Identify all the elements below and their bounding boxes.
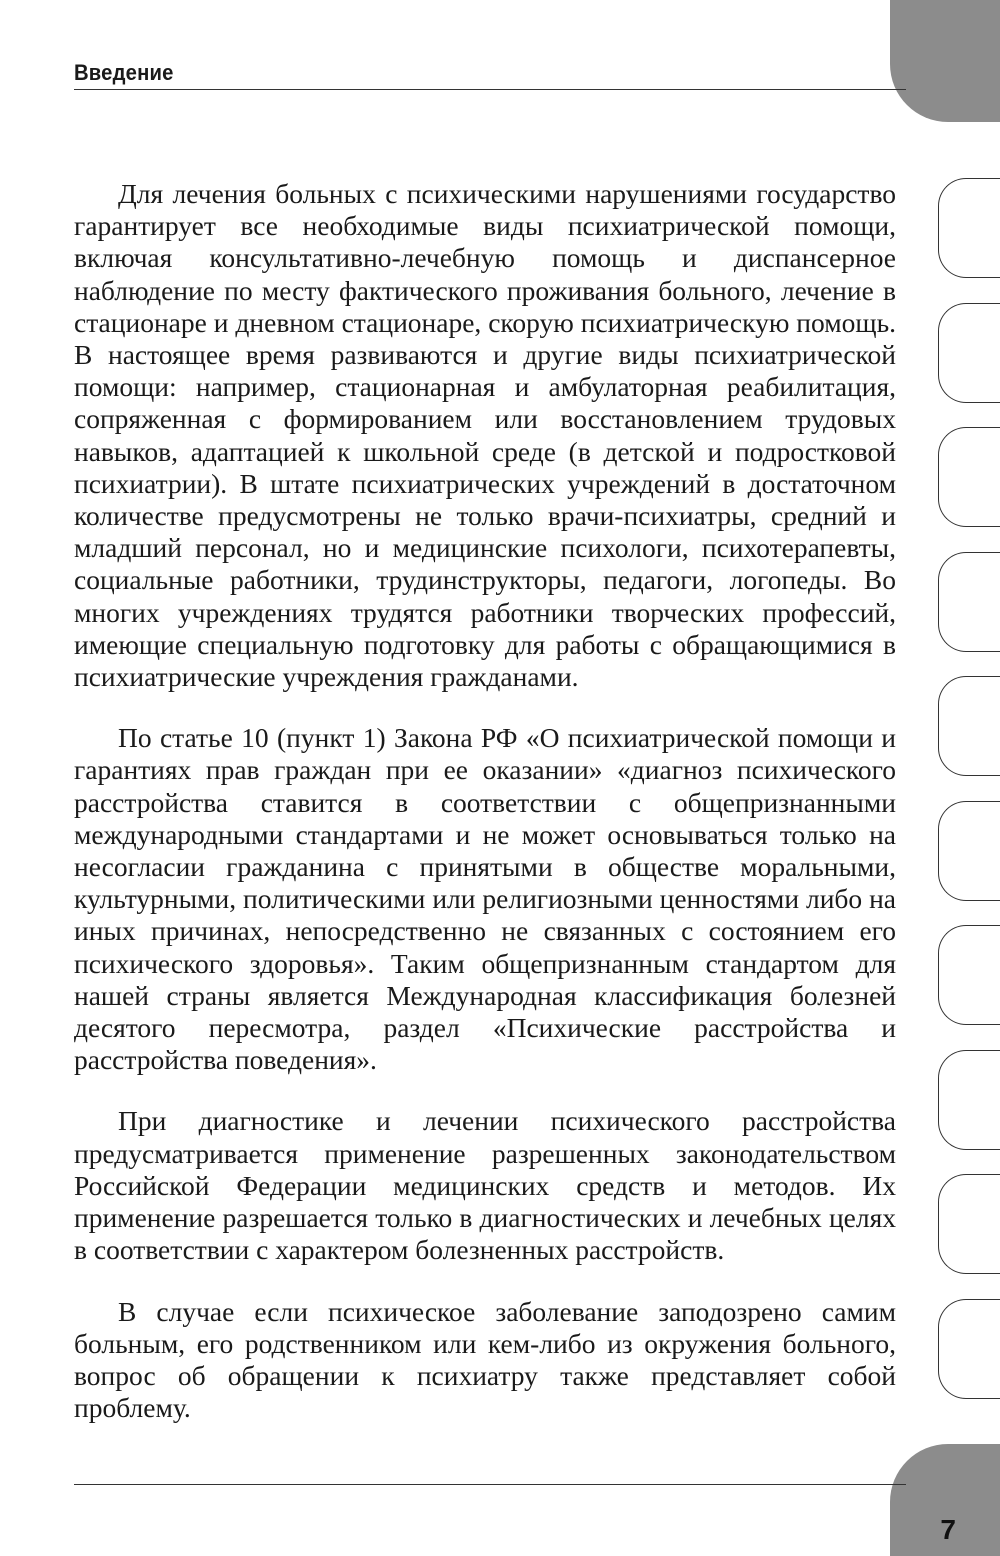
thumb-tab — [938, 1299, 1000, 1399]
thumb-tab — [938, 801, 1000, 901]
paragraph-2: По статье 10 (пункт 1) Закона РФ «О психиатрической помощи и гарантиях прав граждан при ее оказании» «диагноз психического расстройства ставится в соответствии с общепризнанными международными стандартами и не может основываться только на несогласии гражданина с принятыми в обществе моральными, культурными, политическими или религиозными ценностями либо на иных причинах, непосредственно не связанных с состоянием его психического здоровья». Таким общепризнанным стандартом для нашей страны является Международная классификация болезней десятого пересмотра, раздел «Психические расстройства и расстройства поведения». — [74, 722, 896, 1076]
thumb-tab — [938, 427, 1000, 527]
thumb-index-tabs — [938, 178, 1000, 1423]
corner-tab-top — [890, 0, 1000, 122]
thumb-tab — [938, 303, 1000, 403]
paragraph-1: Для лечения больных с психическими нарушениями государство гарантирует все необходимые виды психиатрической помощи, включая консультативно-лечебную помощь и диспансерное наблюдение по месту фактического проживания больного, лечение в стационаре и дневном стационаре, скорую психиатрическую помощь. В настоящее время развиваются и другие виды психиатрической помощи: например, стационарная и амбулаторная реабилитация, сопряженная с формированием или восстановлением трудовых навыков, адаптацией к школьной среде (в детской и подростковой психиатрии). В штате психиатрических учреждений в достаточном количестве предусмотрены не только врачи-психиатры, средний и младший персонал, но и медицинские психологи, психотерапевты, социальные работники, трудинструкторы, педагоги, логопеды. Во многих учреждениях трудятся работники творческих профессий, имеющие специальную подготовку для работы с обращающимися в психиатрические учреждения гражданами. — [74, 178, 896, 693]
header-rule — [74, 89, 906, 90]
footer-rule — [74, 1484, 906, 1485]
thumb-tab — [938, 676, 1000, 776]
body-text — [74, 178, 896, 1453]
paragraph-4: В случае если психическое заболевание заподозрено самим больным, его родственником или кем-либо из окружения больного, вопрос об обращении к психиатру также представляет собой проблему. — [74, 1295, 896, 1424]
page-number: 7 — [940, 1514, 956, 1545]
thumb-tab — [938, 1174, 1000, 1274]
thumb-tab — [938, 1050, 1000, 1150]
thumb-tab — [938, 925, 1000, 1025]
thumb-tab — [938, 178, 1000, 278]
running-header-title: Введение — [74, 60, 174, 85]
paragraph-3: При диагностике и лечении психического расстройства предусматривается применение разрешенных законодательством Российской Федерации медицинских средств и методов. Их применение разрешается только в диагностических и лечебных целях в соответствии с характером болезненных расстройств. — [74, 1105, 896, 1266]
thumb-tab — [938, 552, 1000, 652]
